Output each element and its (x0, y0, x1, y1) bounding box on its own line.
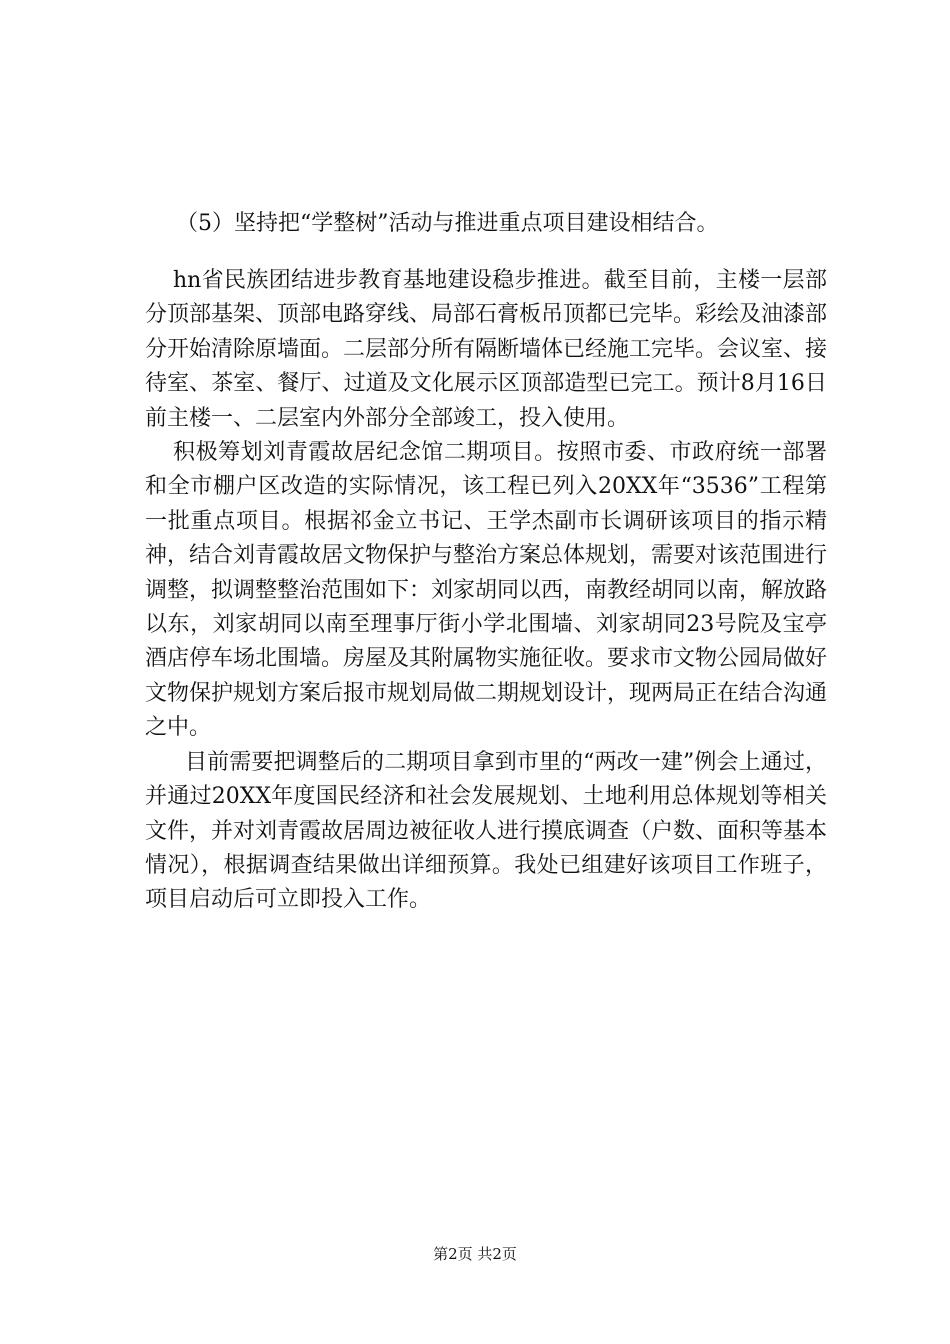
paragraph-3: 目前需要把调整后的二期项目拿到市里的“两改一建”例会上通过，并通过20XX年度国民经济和社会发展规划、土地利用总体规划等相关文件，并对刘青霞故居周边被征收人进行摸底调查（户数、面积等基本情况），根据调查结果做出详细预算。我处已组建好该项目工作班子，项目启动后可立即投入工作。 (145, 749, 828, 913)
section-heading: （5）坚持把“学整树”活动与推进重点项目建设相结合。 (176, 211, 719, 236)
body-text (145, 264, 827, 918)
page-footer: 第2页 共2页 (433, 1245, 517, 1263)
paragraph-1: hn省民族团结进步教育基地建设稳步推进。截至目前，主楼一层部分顶部基架、顶部电路穿线、局部石膏板吊顶都已完毕。彩绘及油漆部分开始清除原墙面。二层部分所有隔断墙体已经施工完毕。会议室、接待室、茶室、餐厅、过道及文化展示区顶部造型已完工。预计8月16日前主楼一、二层室内外部分全部竣工，投入使用。 (145, 268, 828, 431)
paragraph-2: 积极筹划刘青霞故居纪念馆二期项目。按照市委、市政府统一部署和全市棚户区改造的实际情况，该工程已列入20XX年“3536”工程第一批重点项目。根据祁金立书记、王学杰副市长调研该项目的指示精神，结合刘青霞故居文物保护与整治方案总体规划，需要对该范围进行调整，拟调整整治范围如下：刘家胡同以西，南教经胡同以南，解放路以东，刘家胡同以南至理事厅街小学北围墙、刘家胡同23号院及宝亭酒店停车场北围墙。房屋及其附属物实施征收。要求市文物公园局做好文物保护规划方案后报市规划局做二期规划设计，现两局正在结合沟通之中。 (145, 440, 828, 741)
